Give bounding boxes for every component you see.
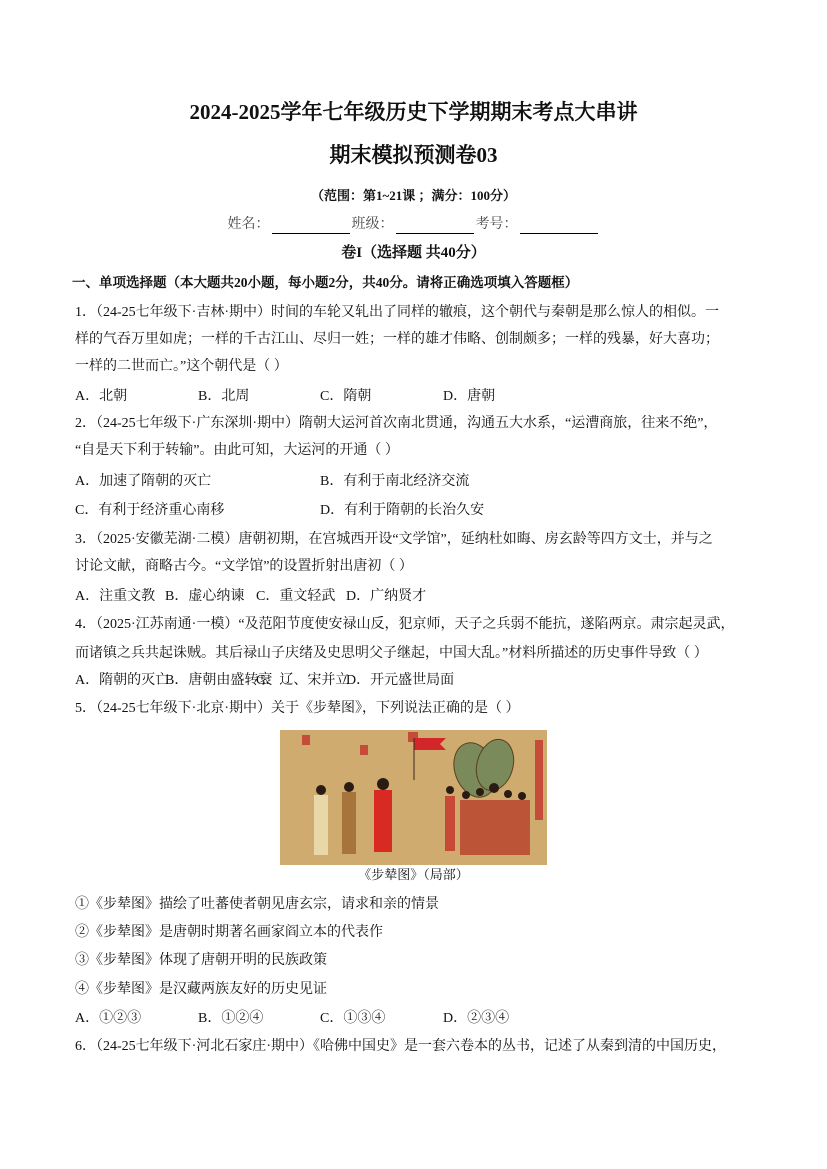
question-1-line: 一样的二世而亡。”这个朝代是（ ） [75,359,288,374]
question-1-line: 1．（24-25七年级下·吉林·期中）时间的车轮又轧出了同样的辙痕，这个朝代与秦朝是那么惊人的相似。一 [75,305,719,320]
image-caption: 《步辇图》（局部） [358,867,469,882]
question-2-line: 2．（24-25七年级下·广东深圳·期中）隋朝大运河首次南北贯通，沟通五大水系，“运漕商旅，往来不绝”， [75,416,718,431]
q2-option-b: B．有利于南北经济交流 [320,474,470,489]
q1-option-c: C．隋朝 [320,389,372,404]
q5-option-d: D．②③④ [443,1011,510,1026]
q5-option-b: B．①②④ [198,1011,264,1026]
q5-statement-3: ③《步辇图》体现了唐朝开明的民族政策 [75,953,327,968]
q2-option-c: C．有利于经济重心南移 [75,503,225,518]
q5-statement-4: ④《步辇图》是汉藏两族友好的历史见证 [75,982,327,997]
name-blank [272,219,350,234]
q1-option-d: D．唐朝 [443,389,496,404]
id-blank [520,219,598,234]
student-info-fields [0,216,827,234]
q3-option-d: D．广纳贤才 [346,589,427,604]
q1-option-b: B．北周 [198,389,250,404]
q3-option-c: C．重文轻武 [256,589,336,604]
exam-scope: （范围：第1~21课 ；满分：100分） [310,188,516,203]
q3-option-b: B．虚心纳谏 [165,589,245,604]
question-3-line: 3．（2025·安徽芜湖·二模）唐朝初期，在宫城西开设“文学馆”，延纳杜如晦、房玄龄等四方文士，并与之 [75,532,713,547]
id-label: 考号： [475,217,518,232]
question-3-line: 讨论文献，商略古今。“文学馆”的设置折射出唐初（ ） [75,559,413,574]
q3-option-a: A．注重文教 [75,589,156,604]
question-4-line: 而诸镇之兵共起诛贼。其后禄山子庆绪及史思明父子继起，中国大乱。”材料所描述的历史事件导致（ ） [75,646,708,661]
question-1-line: 样的气吞万里如虎；一样的千古江山、尽归一姓；一样的雄才伟略、创制颇多；一样的残暴，好大喜功； [75,332,719,347]
name-label: 姓名： [227,217,270,232]
q4-option-b: B．唐朝由盛转衰 [165,673,273,688]
q2-option-a: A．加速了隋朝的灭亡 [75,474,212,489]
bunian-painting-image [280,730,547,865]
document-title: 2024-2025学年七年级历史下学期期末考点大串讲 [189,100,638,124]
q5-option-c: C．①③④ [320,1011,386,1026]
document-subtitle: 期末模拟预测卷03 [329,143,498,167]
question-6-line: 6．（24-25七年级下·河北石家庄·期中）《哈佛中国史》是一套六卷本的丛书，记述了从秦到清的中国历史， [75,1039,726,1054]
volume-heading: 卷I（选择题 共40分） [341,245,486,261]
q4-option-c: C．辽、宋并立 [256,673,350,688]
class-blank [396,219,474,234]
q4-option-d: D．开元盛世局面 [346,673,455,688]
question-5-line: 5．（24-25七年级下·北京·期中）关于《步辇图》，下列说法正确的是（ ） [75,701,520,716]
question-2-line: “自是天下利于转输”。由此可知，大运河的开通（ ） [75,443,399,458]
q5-option-a: A．①②③ [75,1011,142,1026]
q4-option-a: A．隋朝的灭亡 [75,673,170,688]
q5-statement-2: ②《步辇图》是唐朝时期著名画家阎立本的代表作 [75,925,383,940]
q2-option-d: D．有利于隋朝的长治久安 [320,503,485,518]
q1-option-a: A．北朝 [75,389,128,404]
q5-statement-1: ①《步辇图》描绘了吐蕃使者朝见唐玄宗，请求和亲的情景 [75,897,439,912]
section-heading: 一、单项选择题（本大题共20小题，每小题2分，共40分。请将正确选项填入答题框） [72,275,579,290]
class-label: 班级： [351,217,394,232]
question-4-line: 4．（2025·江苏南通·一模）“及范阳节度使安禄山反，犯京师，天子之兵弱不能抗，遂陷两京。肃宗起灵武， [75,617,735,632]
